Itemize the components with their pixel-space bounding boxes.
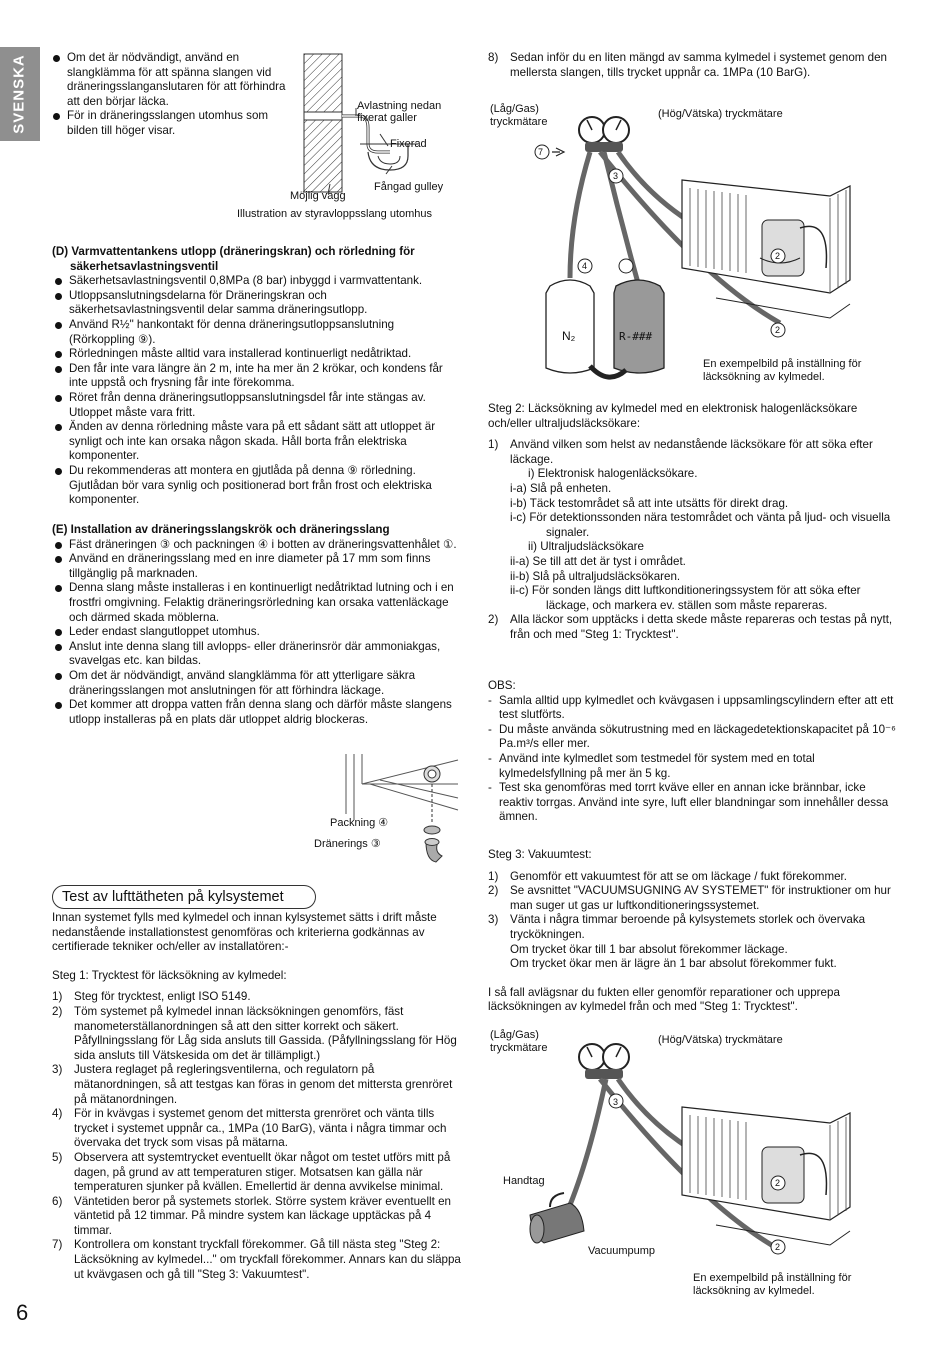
fig1-label-wall: Möjlig vägg bbox=[290, 190, 346, 202]
language-tab: SVENSKA bbox=[0, 47, 40, 141]
test-intro bbox=[52, 911, 462, 1282]
test-section-title: Test av lufttätheten på kylsystemet bbox=[52, 885, 316, 909]
intro-bullets bbox=[50, 51, 290, 139]
fig4-label-pump: Vacuumpump bbox=[588, 1245, 656, 1257]
fig3-n2-label: N₂ bbox=[562, 329, 576, 343]
leak-test-setup-illustration bbox=[530, 108, 870, 378]
fig4-num2a: 2 bbox=[775, 1178, 781, 1188]
fig3-num7: 7 bbox=[538, 147, 544, 157]
fig3-label-high: (Hög/Vätska) tryckmätare bbox=[658, 108, 783, 120]
step2-item: 1) Använd vilken som helst av nedanstående läcksökare för att söka efter läckage. i) Elektronisk halogenläcksökare. i-a) Slå på enheten. i-b) Täck testområdet så att inte utsätts för direkt drag. i-c) För detektionssonden nära testområdet och vänta på ljud- och visuella signaler. ii) Ultraljudsläcksökare ii-a) Se till att det är tyst i området. ii-b) Slå på ultraljudsläcksökaren. ii-c) För sonden längs ditt luftkonditioneringssystem för att söka efter läckage, och markera ev. ställen som måste repareras. bbox=[488, 438, 900, 613]
step3-result-moisture: Om trycket ökar men är lägre än 1 bar absolut förekommer fukt. bbox=[510, 957, 837, 971]
section-e bbox=[52, 523, 462, 727]
section-e-bullet: Om det är nödvändigt, använd slangklämma för att ytterligare säkra dräneringsslangen mot anslutningen för att förhindra läckage. bbox=[52, 669, 462, 698]
obs-item: - Samla alltid upp kylmedlet och kvävgasen i uppsamlingscylindern efter att ett test slutförts. bbox=[488, 694, 900, 723]
step1-item: 2) Töm systemet på kylmedel innan läcksökningen genomförs, fäst manometerställanordningen så att den sitter korrekt och säkert. Påfyllningsslang för Låg sida ansluts till Gassida. (Påfyllningsslang för Hög sida ansluts till Vätskesida om det är tillämpligt.) bbox=[52, 1004, 457, 1062]
step2-detector-halogen: i) Elektronisk halogenläcksökare. bbox=[528, 467, 698, 481]
section-d-bullet: Utloppsanslutningsdelarna för Dräneringskran och säkerhetsavlastningsventil delar samma dräneringsutlopp. bbox=[52, 289, 462, 318]
obs-item: - Använd inte kylmedlet som testmedel för system med en total kylmedelsfyllning på mer än 5 kg. bbox=[488, 752, 900, 781]
fig1-label-gulley: Fångad gulley bbox=[374, 181, 444, 193]
fig1-label-fixed: Fixerad bbox=[390, 138, 427, 150]
section-e-bullet: Denna slang måste installeras i en kontinuerligt nedåtriktad lutning och i en frostfri omgivning. Felaktig dräneringsrörledning kan orsaka vattenläckage och därmed skada möblerna. bbox=[52, 581, 462, 625]
step3-result-leak: Om trycket ökar till 1 bar absolut förekommer läckage. bbox=[510, 942, 788, 956]
intro-bullet: För in dräneringsslangen utomhus som bilden till höger visar. bbox=[50, 109, 290, 138]
fig4-caption: En exempelbild på inställning för läcksökning av kylmedel. bbox=[693, 1272, 852, 1297]
step2-detector-ultrasound: ii) Ultraljudsläcksökare bbox=[528, 540, 644, 554]
section-d-heading: (D) Varmvattentankens utlopp (dräneringskran) och rörledning för säkerhetsavlastningsventil bbox=[52, 245, 415, 273]
section-d-bullet: Säkerhetsavlastningsventil 0,8MPa (8 bar) inbyggd i varmvattentank. bbox=[52, 274, 462, 289]
page-number: 6 bbox=[16, 1300, 29, 1325]
fig2-label-packing: Packning ④ bbox=[330, 817, 389, 829]
section-e-bullet: Leder endast slangutloppet utomhus. bbox=[52, 625, 462, 640]
obs-item: - Du måste använda sökutrustning med en läckagedetektionskapacitet på 10⁻⁶ Pa.m³/s eller mer. bbox=[488, 723, 900, 752]
fig4-label-handle: Handtag bbox=[503, 1175, 545, 1187]
step1-title: Steg 1: Trycktest för läcksökning av kylmedel: bbox=[52, 968, 287, 982]
step1-item: 3) Justera reglaget på regleringsventilerna, och regulatorn på mätanordningen, så att testgas kan föras in genom det mittersta grenröret på mätanordningen. bbox=[52, 1063, 453, 1106]
fig3-num2b: 2 bbox=[775, 325, 781, 335]
fig4-label-high: (Hög/Vätska) tryckmätare bbox=[658, 1034, 783, 1046]
fig3-caption: En exempelbild på inställning för läcksökning av kylmedel. bbox=[703, 358, 862, 383]
step2-title: Steg 2: Läcksökning av kylmedel med en elektronisk halogenläcksökare och/eller ultraljudsläcksökare: bbox=[488, 402, 858, 430]
intro-bullet: Om det är nödvändigt, använd en slangklämma för att spänna slangen vid dräneringsslanganslutaren för att förhindra att den börjar läcka. bbox=[50, 51, 290, 109]
step3-title: Steg 3: Vakuumtest: bbox=[488, 848, 592, 861]
step2-section bbox=[488, 402, 900, 643]
step2-sub: i-a) Slå på enheten. bbox=[510, 481, 612, 495]
obs-item: - Test ska genomföras med torrt kväve eller en annan icke brännbar, icke reaktiv torrgas. Använd inte syre, luft eller blandningar som innehåller dessa ämnen. bbox=[488, 781, 900, 825]
obs-section bbox=[488, 679, 900, 825]
fig1-caption: Illustration av styravloppsslang utomhus bbox=[237, 208, 433, 220]
vacuum-test-setup-illustration bbox=[530, 1035, 870, 1265]
test-intro-text: Innan systemet fylls med kylmedel och innan kylsystemet sätts i drift måste nedanstående installationstest genomföras och kriterierna godkännas av certifierade tekniker och/eller av installatören:- bbox=[52, 911, 437, 954]
step2-sub: i-b) Täck testområdet så att inte utsätts för direkt drag. bbox=[510, 496, 789, 510]
step1-item-8: 8) Sedan inför du en liten mängd av samma kylmedel i systemet genom den mellersta slangen, tills trycket uppnår ca. 1MPa (10 BarG). bbox=[488, 51, 887, 79]
fig3-num3: 3 bbox=[613, 171, 619, 181]
section-e-bullet: Använd en dräneringsslang med en inre diameter på 17 mm som finns tillgänglig på marknaden. bbox=[52, 552, 462, 581]
step1-list bbox=[52, 990, 462, 1282]
section-d-bullet: Den får inte vara längre än 2 m, inte ha mer än 2 krökar, och kondens får inte uppstå och frysning får inte förekomma. bbox=[52, 362, 462, 391]
step3-closing: I så fall avlägsnar du fukten eller genomför reparationer och upprepa läcksökningen av kylmedel från och med "Steg 1: Trycktest". bbox=[488, 985, 840, 1014]
section-d-bullet: Änden av denna rörledning måste vara på ett sådant sätt att utloppet är synligt och inte kan orsaka någon skada. Håll borta från elektriska komponenter. bbox=[52, 420, 462, 464]
section-e-bullet: Fäst dräneringen ③ och packningen ④ i botten av dräneringsvattenhålet ①. bbox=[52, 538, 462, 553]
section-d-bullet: Du rekommenderas att montera en gjutlåda på denna ⑨ rörledning. Gjutlådan bör vara synlig och positionerad bort från frost och elektriska komponenter. bbox=[52, 464, 462, 508]
fig3-label-low: (Låg/Gas) tryckmätare bbox=[490, 103, 548, 128]
step2-sub: ii-c) För sonden längs ditt luftkonditioneringssystem för att söka efter läckage, och markera ev. ställen som måste repareras. bbox=[510, 584, 861, 612]
fig4-num2b: 2 bbox=[775, 1242, 781, 1252]
step3-item: 3) Vänta i några timmar beroende på kylsystemets storlek och övervaka tryckökningen. Om trycket ökar till 1 bar absolut förekommer läckage. Om trycket ökar men är lägre än 1 bar absolut förekommer fukt. bbox=[488, 913, 900, 971]
step1-item: 4) För in kvävgas i systemet genom det mittersta grenröret och vänta tills trycket i systemet uppnår ca., 1MPa (10 BarG), vänta i några timmar och övervaka det tryck som visas på mätarna. bbox=[52, 1107, 447, 1150]
step1-item: 1) Steg för trycktest, enligt ISO 5149. bbox=[52, 990, 251, 1004]
step2-sub: i-c) För detektionssonden nära testområdet och vänta på ljud- och visuella signaler. bbox=[510, 511, 891, 539]
fig3-num2a: 2 bbox=[775, 251, 781, 261]
section-e-bullet: Anslut inte denna slang till avlopps- eller dränerinsrör där ammoniakgas, svavelgas etc. kan bildas. bbox=[52, 640, 462, 669]
step2-sub: ii-a) Se till att det är tyst i området. bbox=[510, 554, 686, 568]
step1-item: 5) Observera att systemtrycket eventuellt ökar något om testet utförs mitt på dagen, på grund av att temperaturen stiger. Motsatsen kan gälla när temperaturen sjunker på kvällen. Emellertid är denna avvikelse minimal. bbox=[52, 1150, 451, 1194]
obs-title: OBS: bbox=[488, 679, 516, 692]
fig4-num3: 3 bbox=[613, 1097, 619, 1107]
section-d bbox=[52, 245, 462, 508]
fig2-label-drain: Dränerings ③ bbox=[314, 838, 381, 850]
fig3-num4: 4 bbox=[582, 261, 588, 271]
fig4-label-low: (Låg/Gas) tryckmätare bbox=[490, 1029, 548, 1054]
drain-elbow-illustration bbox=[340, 754, 460, 874]
section-d-bullet: Rörledningen måste alltid vara installerad kontinuerligt nedåtriktad. bbox=[52, 347, 462, 362]
step3-item: 1) Genomför ett vakuumtest för att se om läckage / fukt förekommer. bbox=[488, 869, 847, 883]
section-d-bullet: Använd R½" hankontakt för denna dräneringsutloppsanslutning (Rörkoppling ⑨). bbox=[52, 318, 462, 347]
section-d-bullet: Röret från denna dräneringsutloppsanslutningsdel får inte stängas av. Utloppet måste vara fritt. bbox=[52, 391, 462, 420]
step2-item: 2) Alla läckor som upptäcks i detta skede måste repareras och testas på nytt, från och med "Steg 1: Trycktest". bbox=[488, 613, 893, 641]
step1-item: 7) Kontrollera om konstant tryckfall förekommer. Gå till nästa steg "Steg 2: Läcksökning av kylmedel..." om tryckfall förekommer. Annars kan du släppa ut kvävgasen och gå till "Steg 3: Vakuumtest". bbox=[52, 1238, 461, 1281]
fig3-refrigerant-label: R-### bbox=[619, 330, 653, 343]
section-e-heading: (E) Installation av dräneringsslangskrök och dräneringsslang bbox=[52, 523, 390, 536]
fig1-label-relief: Avlastning nedan fixerat galler bbox=[357, 100, 442, 124]
step3-item: 2) Se avsnittet "VACUUMSUGNING AV SYSTEMET" för instruktioner om hur man suger ut gas ur luftkonditioneringssystemet. bbox=[488, 884, 891, 912]
step2-sub: ii-b) Slå på ultraljudsläcksökaren. bbox=[510, 569, 681, 583]
step3-section bbox=[488, 848, 900, 1015]
step1-item: 6) Väntetiden beror på systemets storlek. Större system kräver eventuellt en väntetid på 12 timmar. På mindre system kan läckage upptäckas på 4 timmar. bbox=[52, 1194, 451, 1237]
section-e-bullet: Det kommer att droppa vatten från denna slang och därför måste slangens utlopp installeras på en plats där utloppet aldrig blockeras. bbox=[52, 698, 462, 727]
